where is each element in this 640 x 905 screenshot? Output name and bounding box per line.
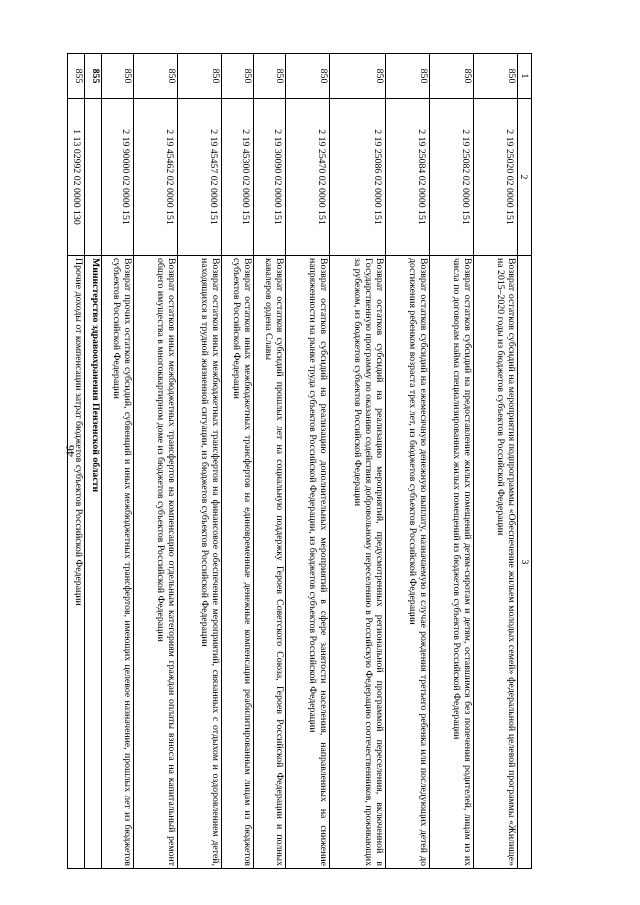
budget-code-cell: 2 19 25020 02 0000 151	[474, 99, 518, 256]
budget-code-cell: 2 19 90000 02 0000 151	[102, 99, 134, 256]
header-col-1: 1	[518, 54, 532, 99]
table-row	[178, 54, 222, 869]
admin-code-cell: 850	[102, 54, 134, 99]
admin-code-cell: 855	[85, 54, 102, 99]
table-row	[474, 54, 518, 869]
admin-code-cell: 850	[286, 54, 330, 99]
admin-code-cell: 850	[430, 54, 474, 99]
description-cell: Возврат остатков субсидий на мероприятия подпрограммы «Обеспечение жильем молодых семей» федеральной целевой программы «Жилище» на 2015–2020 годы из бюджетов субъектов Российской Федерации	[474, 256, 518, 869]
budget-code-cell: 2 19 45462 02 0000 151	[134, 99, 178, 256]
description-cell: Прочие доходы от компенсации затрат бюджетов субъектов Российской Федерации	[68, 256, 85, 869]
revenue-codes-table-sheet	[71, 53, 532, 866]
description-cell: Возврат прочих остатков субсидий, субвенций и иных межбюджетных трансфертов, имеющих целевое назначение, прошлых лет из бюджетов субъектов Российской Федерации	[102, 256, 134, 869]
budget-code-cell: 2 19 25082 02 0000 151	[430, 99, 474, 256]
table-row	[134, 54, 178, 869]
header-col-2: 2	[518, 99, 532, 256]
budget-code-cell: 2 19 30090 02 0000 151	[254, 99, 286, 256]
table-row	[68, 54, 85, 869]
description-cell: Возврат остатков иных межбюджетных трансфертов на компенсацию отдельным категориям граждан оплаты взноса на капитальный ремонт общего имущества в многоквартирном доме из бюджетов субъектов Российской Федерации	[134, 256, 178, 869]
admin-code-cell: 850	[386, 54, 430, 99]
admin-code-cell: 855	[68, 54, 85, 99]
budget-code-cell: 2 19 45300 02 0000 151	[222, 99, 254, 256]
description-cell: Возврат остатков субсидий на ежемесячную денежную выплату, назначаемую в случае рождения третьего ребенка или последующих детей до достижения ребенком возраста трех лет, из бюджетов субъектов Российской Федерации	[386, 256, 430, 869]
admin-code-cell: 850	[134, 54, 178, 99]
ministry-name-cell: Министерство здравоохранения Пензенской области	[85, 256, 102, 869]
table-header-row	[518, 54, 532, 869]
description-cell: Возврат остатков субсидий прошлых лет на социальную поддержку Героев Советского Союза, Героев Российской Федерации и полных кавалеров ордена Славы	[254, 256, 286, 869]
table-row	[254, 54, 286, 869]
table-row	[102, 54, 134, 869]
budget-code-cell: 1 13 02992 02 0000 130	[68, 99, 85, 256]
admin-code-cell: 850	[330, 54, 386, 99]
table-row	[386, 54, 430, 869]
table-row	[222, 54, 254, 869]
description-cell: Возврат остатков субсидий на реализацию мероприятий, предусмотренных региональной программой переселения, включенной в Государственную программу по оказанию содействия добровольному переселению в Российскую Федерацию соотечественников, проживающих за рубежом, из бюджетов субъектов Российской Федерации	[330, 256, 386, 869]
description-cell: Возврат остатков иных межбюджетных трансфертов на финансовое обеспечение мероприятий, связанных с отдыхом и оздоровлением детей, находящихся в трудной жизненной ситуации, из бюджетов субъектов Российской Федерации	[178, 256, 222, 869]
budget-code-cell: 2 19 25470 02 0000 151	[286, 99, 330, 256]
budget-code-cell: 2 19 45457 02 0000 151	[178, 99, 222, 256]
budget-code-cell: 2 19 25084 02 0000 151	[386, 99, 430, 256]
admin-code-cell: 850	[474, 54, 518, 99]
revenue-codes-table	[67, 53, 532, 869]
budget-code-cell	[85, 99, 102, 256]
page-number: 46	[63, 445, 77, 457]
budget-code-cell: 2 19 25086 02 0000 151	[330, 99, 386, 256]
table-row	[430, 54, 474, 869]
section-header-row	[85, 54, 102, 869]
admin-code-cell: 850	[178, 54, 222, 99]
admin-code-cell: 850	[254, 54, 286, 99]
description-cell: Возврат остатков субсидий на реализацию дополнительных мероприятий в сфере занятости населения, направленных на снижение напряженности на рынке труда субъектов Российской Федерации, из бюджетов субъектов Российской Федерации	[286, 256, 330, 869]
table-row	[286, 54, 330, 869]
table-row	[330, 54, 386, 869]
admin-code-cell: 850	[222, 54, 254, 99]
header-col-3: 3	[518, 256, 532, 869]
description-cell: Возврат остатков субсидий на предоставление жилых помещений детям-сиротам и детям, оставшимся без попечения родителей, лицам из их числа по договорам найма специализированных жилых помещений из бюджетов субъектов Российской Федерации	[430, 256, 474, 869]
description-cell: Возврат остатков иных межбюджетных трансфертов на единовременные денежные компенсации реабилитированным лицам из бюджетов субъектов Российской Федерации	[222, 256, 254, 869]
